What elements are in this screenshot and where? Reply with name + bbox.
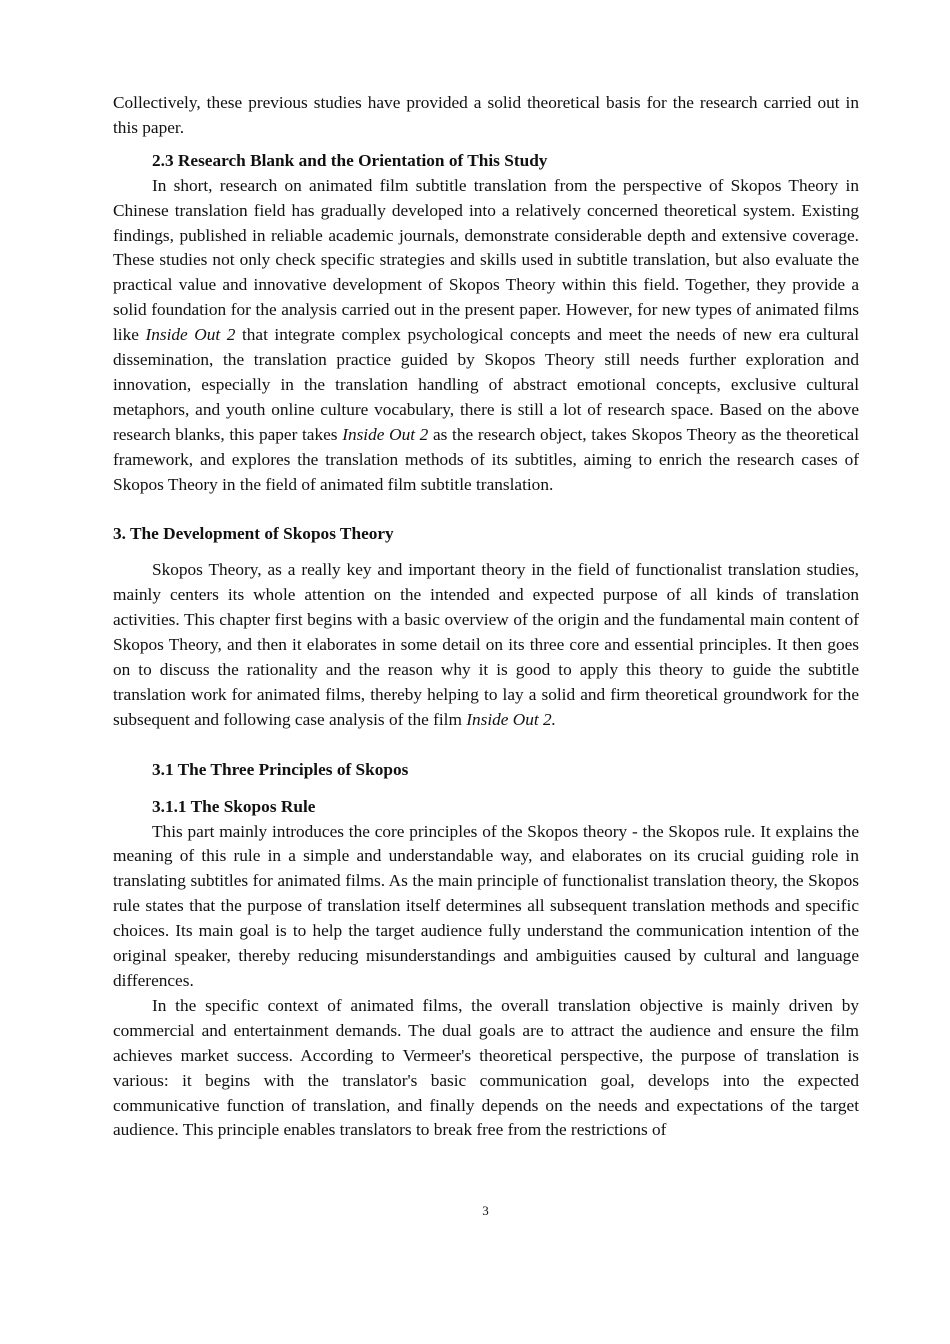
- film-title: Inside Out 2: [145, 325, 236, 345]
- text-run: Skopos Theory, as a really key and important theory in the field of functionalist translation studies, mainly centers its whole attention on the intended and expected purpose of all kinds of translation activities. This chapter first begins with a basic overview of the origin and the fundamental main content of Skopos Theory, and then it elaborates in some detail on its three core and essential principles. It then goes on to discuss the rationality and the reason why it is good to apply this theory to guide the subtitle translation work for animated films, thereby helping to lay a solid and firm theoretical groundwork for the subsequent and following case analysis of the film: [113, 560, 859, 729]
- section-2-3-heading: 2.3 Research Blank and the Orientation of This Study: [152, 150, 548, 170]
- section-3-heading: 3. The Development of Skopos Theory: [113, 523, 394, 543]
- text-run: that integrate complex psychological concepts and meet the needs of new era cultural dissemination, the translation practice guided by Skopos Theory still needs further exploration and innovation, especially in the translation handling of abstract emotional concepts, exclusive cultural metaphors, and youth online culture vocabulary, there is still a lot of research space. Based on the above research blanks, this paper takes: [113, 325, 860, 444]
- film-title: Inside Out 2.: [466, 709, 556, 729]
- section-3-1-heading: 3.1 The Three Principles of Skopos: [152, 759, 409, 779]
- section-3-1-1-paragraph-1: This part mainly introduces the core principles of the Skopos theory - the Skopos rule. It explains the meaning of this rule in a simple and understandable way, and elaborates on its crucial guiding role in translating subtitles for animated films. As the main principle of functionalist translation theory, the Skopos rule states that the purpose of translation itself determines all subsequent translation methods and specific choices. Its main goal is to help the target audience fully understand the communication intention of the original speaker, thereby reducing misunderstandings and ambiguities caused by cultural and language differences.: [113, 821, 859, 990]
- document-page: [113, 91, 859, 1143]
- section-3-paragraph: [113, 558, 859, 732]
- section-3-1-1-heading: 3.1.1 The Skopos Rule: [152, 796, 316, 816]
- intro-paragraph: Collectively, these previous studies have provided a solid theoretical basis for the research carried out in this paper.: [113, 93, 859, 137]
- text-run: In short, research on animated film subtitle translation from the perspective of Skopos Theory in Chinese translation field has gradually developed into a relatively concerned theoretical system. Existing findings, published in reliable academic journals, demonstrate considerable depth and extensive coverage. These studies not only check specific strategies and skills used in subtitle translation, but also evaluate the practical value and innovative development of Skopos Theory within this field. Together, they provide a solid foundation for the analysis carried out in the present paper. However, for new types of animated films like: [113, 175, 859, 345]
- section-3-1-1-paragraph-2: In the specific context of animated films, the overall translation objective is mainly driven by commercial and entertainment demands. The dual goals are to attract the audience and ensure the film achieves market success. According to Vermeer's theoretical perspective, the purpose of translation is various: it begins with the translator's basic communication goal, develops into the expected communicative function of translation, and finally depends on the needs and expectations of the target audience. This principle enables translators to break free from the restrictions of: [113, 995, 859, 1140]
- text-run: as the research object, takes Skopos Theory as the theoretical framework, and explores the translation methods of its subtitles, aiming to enrich the research cases of Skopos Theory in the field of animated film subtitle translation.: [113, 424, 860, 494]
- film-title: Inside Out 2: [342, 424, 429, 444]
- section-2-3-paragraph: [113, 174, 859, 498]
- page-number: 3: [482, 1203, 489, 1218]
